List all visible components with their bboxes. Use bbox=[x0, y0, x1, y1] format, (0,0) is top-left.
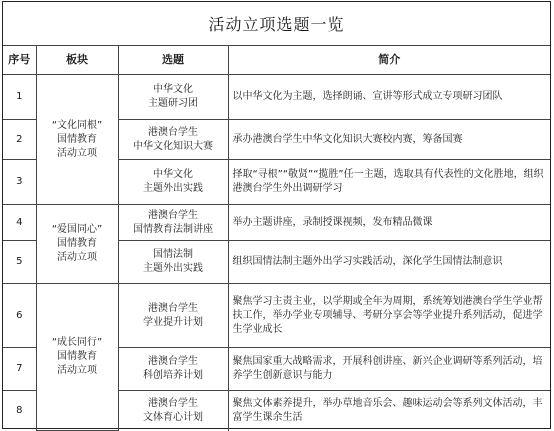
row-description: 以中华文化为主题，选择朗诵、宣讲等形式成立专项研习团队 bbox=[228, 75, 550, 120]
row-description: 组织国情法制主题外出学习实践活动，深化学生国情法制意识 bbox=[228, 241, 550, 284]
row-description: 择取“寻根”“敬贤”“揽胜”任一主题，选取具有代表性的文化胜地，组织港澳台学生外出调研学习 bbox=[228, 160, 550, 205]
section-cell: “文化同根” 国情教育 活动立项 bbox=[36, 75, 118, 205]
row-description: 聚焦文体素养提升，举办草地音乐会、趣味运动会等系列文体活动，丰富学生课余生活 bbox=[228, 391, 550, 431]
row-description: 聚焦学习主责主业，以学期或全年为周期，系统筹划港澳台学生学业帮扶工作，举办学业专项辅导、考研分享会等学业提升系列活动，促进学生学业成长 bbox=[228, 284, 550, 348]
row-topic: 港澳台学生 国情教育法制讲座 bbox=[118, 205, 228, 241]
header-no: 序号 bbox=[3, 46, 36, 75]
row-topic: 国情法制 主题外出实践 bbox=[118, 241, 228, 284]
table-frame bbox=[2, 1, 551, 429]
row-no: 1 bbox=[3, 75, 36, 120]
row-no: 2 bbox=[3, 120, 36, 160]
table-row bbox=[3, 284, 550, 348]
header-section: 板块 bbox=[36, 46, 118, 75]
row-topic: 中华文化 主题外出实践 bbox=[118, 160, 228, 205]
header-row bbox=[3, 46, 550, 75]
topics-table bbox=[3, 45, 550, 431]
table-row bbox=[3, 75, 550, 120]
row-topic: 港澳台学生 文体育心计划 bbox=[118, 391, 228, 431]
row-description: 聚焦国家重大战略需求，开展科创讲座、新兴企业调研等系列活动，培养学生创新意识与能力 bbox=[228, 348, 550, 391]
row-topic: 港澳台学生 中华文化知识大赛 bbox=[118, 120, 228, 160]
row-no: 3 bbox=[3, 160, 36, 205]
table-row bbox=[3, 205, 550, 241]
row-no: 4 bbox=[3, 205, 36, 241]
row-topic: 港澳台学生 学业提升计划 bbox=[118, 284, 228, 348]
row-description: 承办港澳台学生中华文化知识大赛校内赛，筹备国赛 bbox=[228, 120, 550, 160]
header-description: 简介 bbox=[228, 46, 550, 75]
row-no: 8 bbox=[3, 391, 36, 431]
row-description: 举办主题讲座，录制授课视频，发布精品微课 bbox=[228, 205, 550, 241]
row-no: 7 bbox=[3, 348, 36, 391]
row-no: 6 bbox=[3, 284, 36, 348]
row-no: 5 bbox=[3, 241, 36, 284]
page-title: 活动立项选题一览 bbox=[3, 2, 550, 46]
header-topic: 选题 bbox=[118, 46, 228, 75]
section-cell: “爱国同心” 国情教育 活动立项 bbox=[36, 205, 118, 284]
section-cell: “成长同行” 国情教育 活动立项 bbox=[36, 284, 118, 431]
row-topic: 中华文化 主题研习团 bbox=[118, 75, 228, 120]
row-topic: 港澳台学生 科创培养计划 bbox=[118, 348, 228, 391]
